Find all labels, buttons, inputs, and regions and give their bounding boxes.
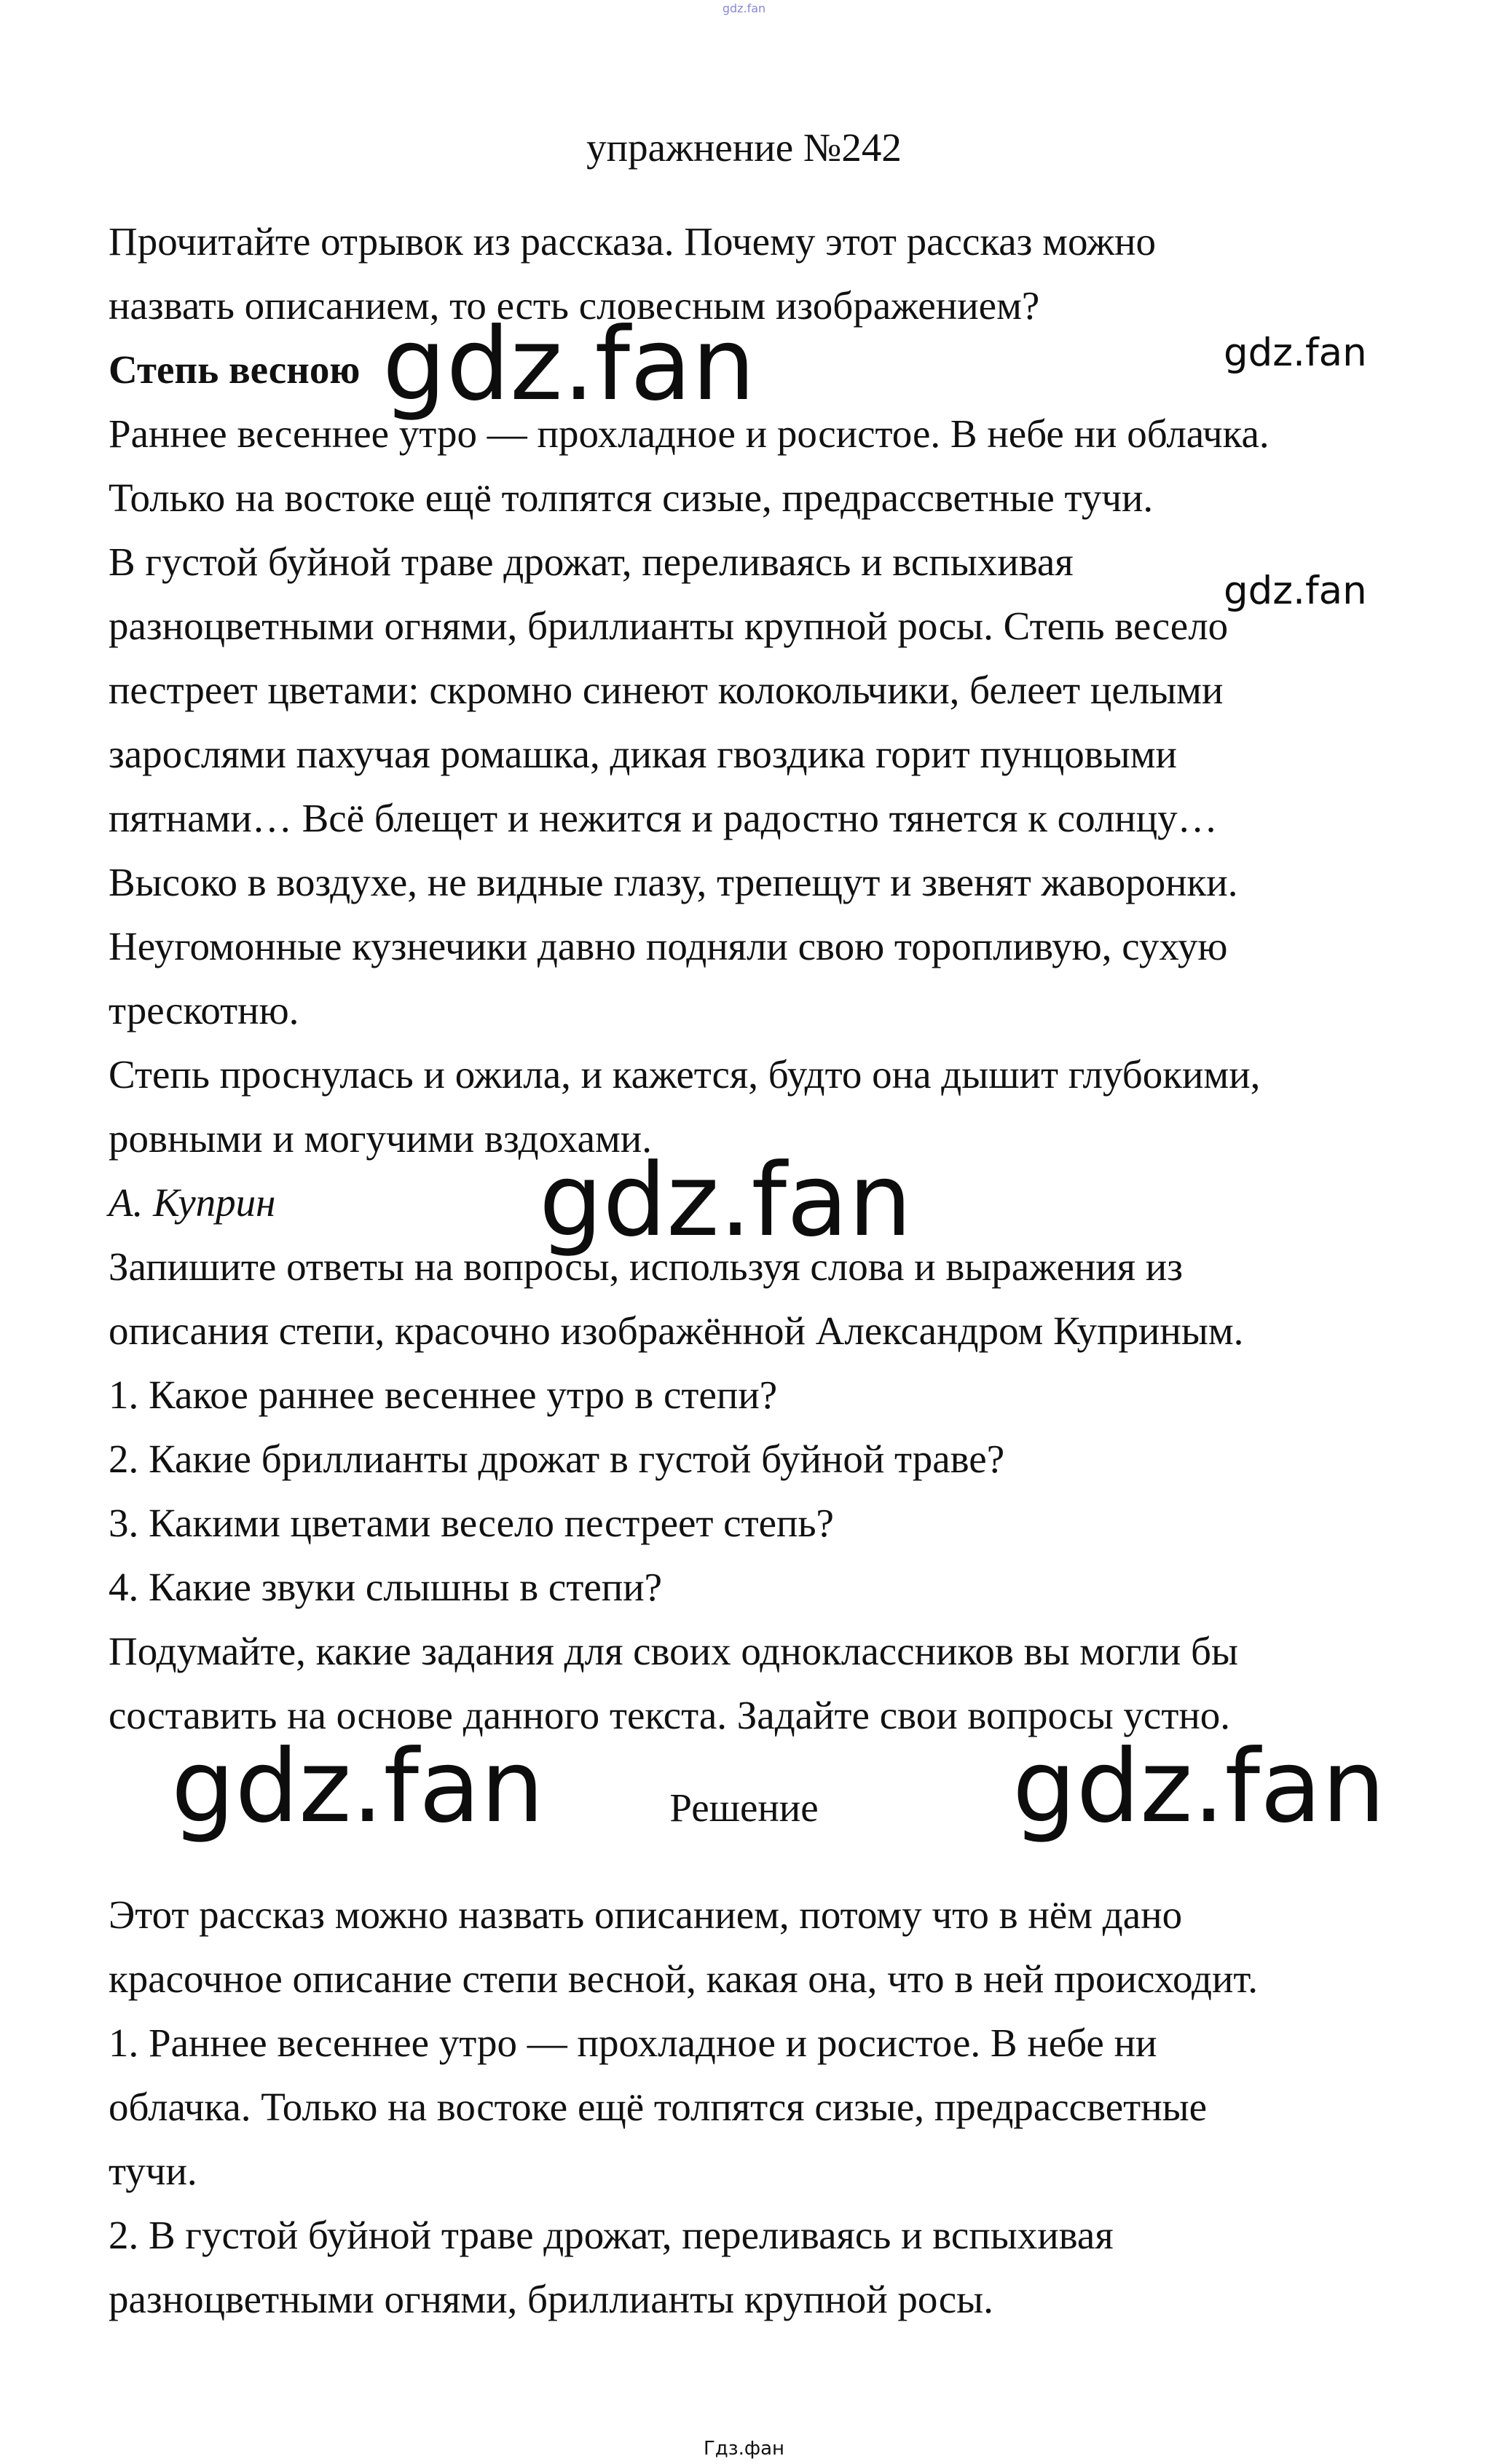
instruction-line: описания степи, красочно изображённой Александром Куприным. <box>109 1308 1244 1353</box>
closing-line: составить на основе данного текста. Задайте свои вопросы устно. <box>109 1693 1231 1737</box>
text-line: Раннее весеннее утро — прохладное и росистое. В небе ни облачка. <box>109 411 1269 456</box>
bottom-watermark: Гдз.фан <box>703 2438 785 2460</box>
solution-line: тучи. <box>109 2149 197 2193</box>
text-line: трескотню. <box>109 988 299 1032</box>
watermark: gdz.fan <box>539 1142 913 1259</box>
exercise-title: упражнение №242 <box>586 125 902 170</box>
watermark: gdz.fan <box>382 306 756 423</box>
question-line: назвать описанием, то есть словесным изображением? <box>109 283 1040 328</box>
instruction-line: Запишите ответы на вопросы, используя слова и выражения из <box>109 1244 1183 1289</box>
text-line: В густой буйной траве дрожат, переливаясь и вспыхивая <box>109 540 1074 584</box>
author: А. Куприн <box>109 1180 276 1225</box>
watermark: gdz.fan <box>1224 331 1367 375</box>
closing-line: Подумайте, какие задания для своих одноклассников вы могли бы <box>109 1629 1238 1673</box>
text-title: Степь весною <box>109 347 361 392</box>
watermark: gdz.fan <box>1012 1728 1386 1845</box>
solution-heading: Решение <box>669 1785 819 1830</box>
watermark: gdz.fan <box>171 1728 545 1845</box>
solution-block <box>109 1883 1390 2331</box>
watermark: gdz.fan <box>1224 569 1367 613</box>
solution-line: 2. В густой буйной траве дрожат, переливаясь и вспыхивая <box>109 2213 1114 2257</box>
text-line: Только на востоке ещё толпятся сизые, предрассветные тучи. <box>109 475 1154 520</box>
question-item: 1. Какое раннее весеннее утро в степи? <box>109 1373 778 1417</box>
question-line: Прочитайте отрывок из рассказа. Почему этот рассказ можно <box>109 219 1157 264</box>
question-item: 4. Какие звуки слышны в степи? <box>109 1565 663 1609</box>
solution-line: разноцветными огнями, бриллианты крупной росы. <box>109 2277 993 2321</box>
text-line: пестреет цветами: скромно синеют колокольчики, белеет целыми <box>109 668 1224 712</box>
question-item: 2. Какие бриллианты дрожат в густой буйной траве? <box>109 1437 1005 1481</box>
text-line: Степь проснулась и ожила, и кажется, будто она дышит глубокими, <box>109 1052 1261 1097</box>
top-watermark: gdz.fan <box>722 1 766 15</box>
question-item: 3. Какими цветами весело пестреет степь? <box>109 1501 834 1545</box>
text-line: Высоко в воздухе, не видные глазу, трепещут и звенят жаворонки. <box>109 860 1238 904</box>
task-block <box>109 210 1390 1748</box>
text-line: Неугомонные кузнечики давно подняли свою торопливую, сухую <box>109 924 1228 968</box>
solution-line: Этот рассказ можно назвать описанием, потому что в нём дано <box>109 1892 1183 1937</box>
text-line: зарослями пахучая ромашка, дикая гвоздика горит пунцовыми <box>109 732 1177 776</box>
solution-line: 1. Раннее весеннее утро — прохладное и росистое. В небе ни <box>109 2021 1157 2065</box>
text-line: разноцветными огнями, бриллианты крупной росы. Степь весело <box>109 604 1229 648</box>
text-line: ровными и могучими вздохами. <box>109 1116 652 1161</box>
text-line: пятнами… Всё блещет и нежится и радостно тянется к солнцу… <box>109 796 1218 840</box>
solution-line: облачка. Только на востоке ещё толпятся сизые, предрассветные <box>109 2085 1207 2129</box>
solution-line: красочное описание степи весной, какая она, что в ней происходит. <box>109 1956 1259 2001</box>
